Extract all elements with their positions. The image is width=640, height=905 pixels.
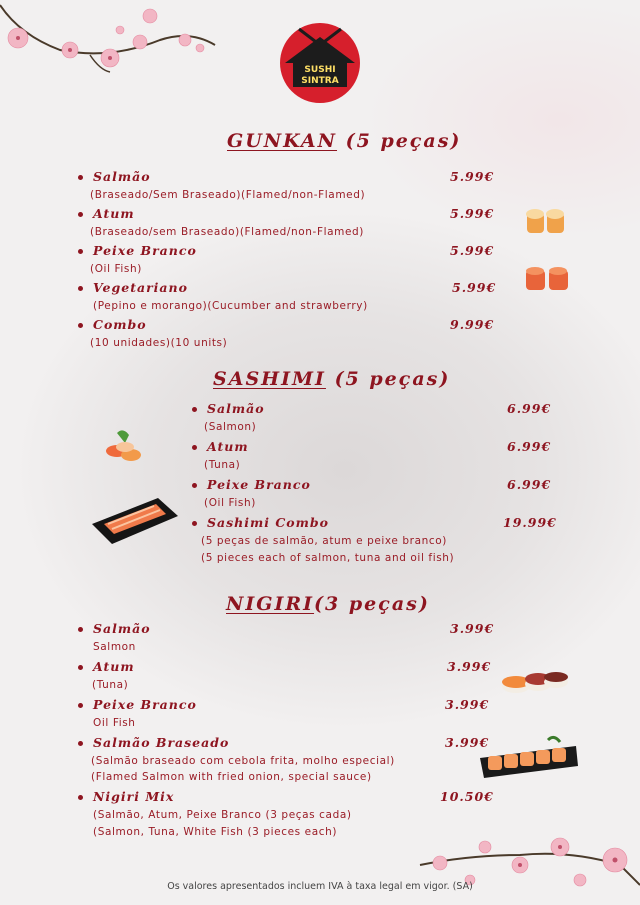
menu-item-description-en: (Flamed Salmon with fried onion, special sauce) [91,771,372,783]
menu-item-price: 3.99€ [450,621,495,636]
menu-item-name: Peixe Branco [192,477,311,492]
bullet-icon [192,483,197,488]
sashimi-section-title [213,368,450,390]
menu-item-price: 19.99€ [503,515,557,530]
menu-item-name: Peixe Branco [78,243,197,258]
bullet-icon [78,703,83,708]
nigiri-title: NIGIRI [226,593,315,615]
bullet-icon [78,795,83,800]
menu-item-price: 10.50€ [440,789,494,804]
menu-item-description: (Salmon) [204,421,257,433]
cherry-blossom-branch-bottom [410,825,640,905]
gunkan-subtitle: (5 peças) [337,130,462,152]
menu-item-description: Salmon [93,641,136,653]
menu-item-name: Peixe Branco [78,697,197,712]
menu-item-name: Salmão [78,169,151,184]
menu-item-description: Oil Fish [93,717,136,729]
gunkan-section-title [227,130,461,152]
gunkan-title: GUNKAN [227,130,338,152]
menu-item-name: Nigiri Mix [78,789,174,804]
menu-item-description-en: (5 pieces each of salmon, tuna and oil fish) [201,552,455,564]
menu-item-name: Salmão [192,401,265,416]
sashimi-title: SASHIMI [213,368,326,390]
menu-item-name: Atum [78,659,135,674]
bullet-icon [78,286,83,291]
menu-item-description: (Braseado/Sem Braseado)(Flamed/non-Flamed) [90,189,366,201]
menu-item-description: (Pepino e morango)(Cucumber and strawberry) [93,300,368,312]
menu-item-name: Atum [192,439,249,454]
menu-item-price: 5.99€ [450,206,495,221]
menu-item-description: (Salmão, Atum, Peixe Branco (3 peças cada) [93,809,352,821]
menu-item-description: (Tuna) [92,679,129,691]
sushi-sintra-logo [277,23,363,103]
cherry-blossom-branch-top [0,0,230,80]
bullet-icon [78,212,83,217]
menu-item-price: 3.99€ [445,735,490,750]
bullet-icon [192,445,197,450]
nigiri-trio-image [500,668,570,696]
bullet-icon [78,249,83,254]
sashimi-plate-image [103,425,145,467]
gunkan-flamed-image [525,205,567,237]
logo-line-1: SUSHI [304,65,336,75]
menu-item-price: 5.99€ [450,243,495,258]
menu-item-description: (Tuna) [204,459,241,471]
menu-item-name: Atum [78,206,135,221]
bullet-icon [78,665,83,670]
nigiri-section-title [226,593,430,615]
menu-item-description: (Oil Fish) [204,497,256,509]
menu-item-description: (10 unidades)(10 units) [90,337,228,349]
menu-item-price: 3.99€ [445,697,490,712]
bullet-icon [78,175,83,180]
menu-item-name: Sashimi Combo [192,515,329,530]
gunkan-salmon-image [524,264,570,292]
menu-item-description: (Oil Fish) [90,263,142,275]
sashimi-tray-image [88,494,180,548]
menu-item-price: 9.99€ [450,317,495,332]
nigiri-subtitle: (3 peças) [314,593,430,615]
menu-item-name: Salmão Braseado [78,735,229,750]
bullet-icon [192,521,197,526]
menu-item-price: 5.99€ [450,169,495,184]
menu-item-description: (5 peças de salmão, atum e peixe branco) [201,535,447,547]
bullet-icon [192,407,197,412]
menu-item-name: Vegetariano [78,280,188,295]
menu-item-price: 6.99€ [507,477,552,492]
menu-item-name: Combo [78,317,147,332]
logo-line-2: SINTRA [301,76,339,86]
bullet-icon [78,627,83,632]
bullet-icon [78,323,83,328]
menu-item-price: 6.99€ [507,439,552,454]
bullet-icon [78,741,83,746]
menu-item-name: Salmão [78,621,151,636]
menu-item-description-en: (Salmon, Tuna, White Fish (3 pieces each) [93,826,338,838]
sashimi-subtitle: (5 peças) [325,368,451,390]
menu-item-price: 5.99€ [452,280,497,295]
menu-item-description: (Braseado/sem Braseado)(Flamed/non-Flamed) [90,226,364,238]
menu-item-price: 3.99€ [447,659,492,674]
footer-tax-note: Os valores apresentados incluem IVA à taxa legal em vigor. (SA) [167,881,473,892]
menu-item-description: (Salmão braseado com cebola frita, molho especial) [91,755,395,767]
menu-item-price: 6.99€ [507,401,552,416]
nigiri-braseado-tray-image [476,732,580,782]
